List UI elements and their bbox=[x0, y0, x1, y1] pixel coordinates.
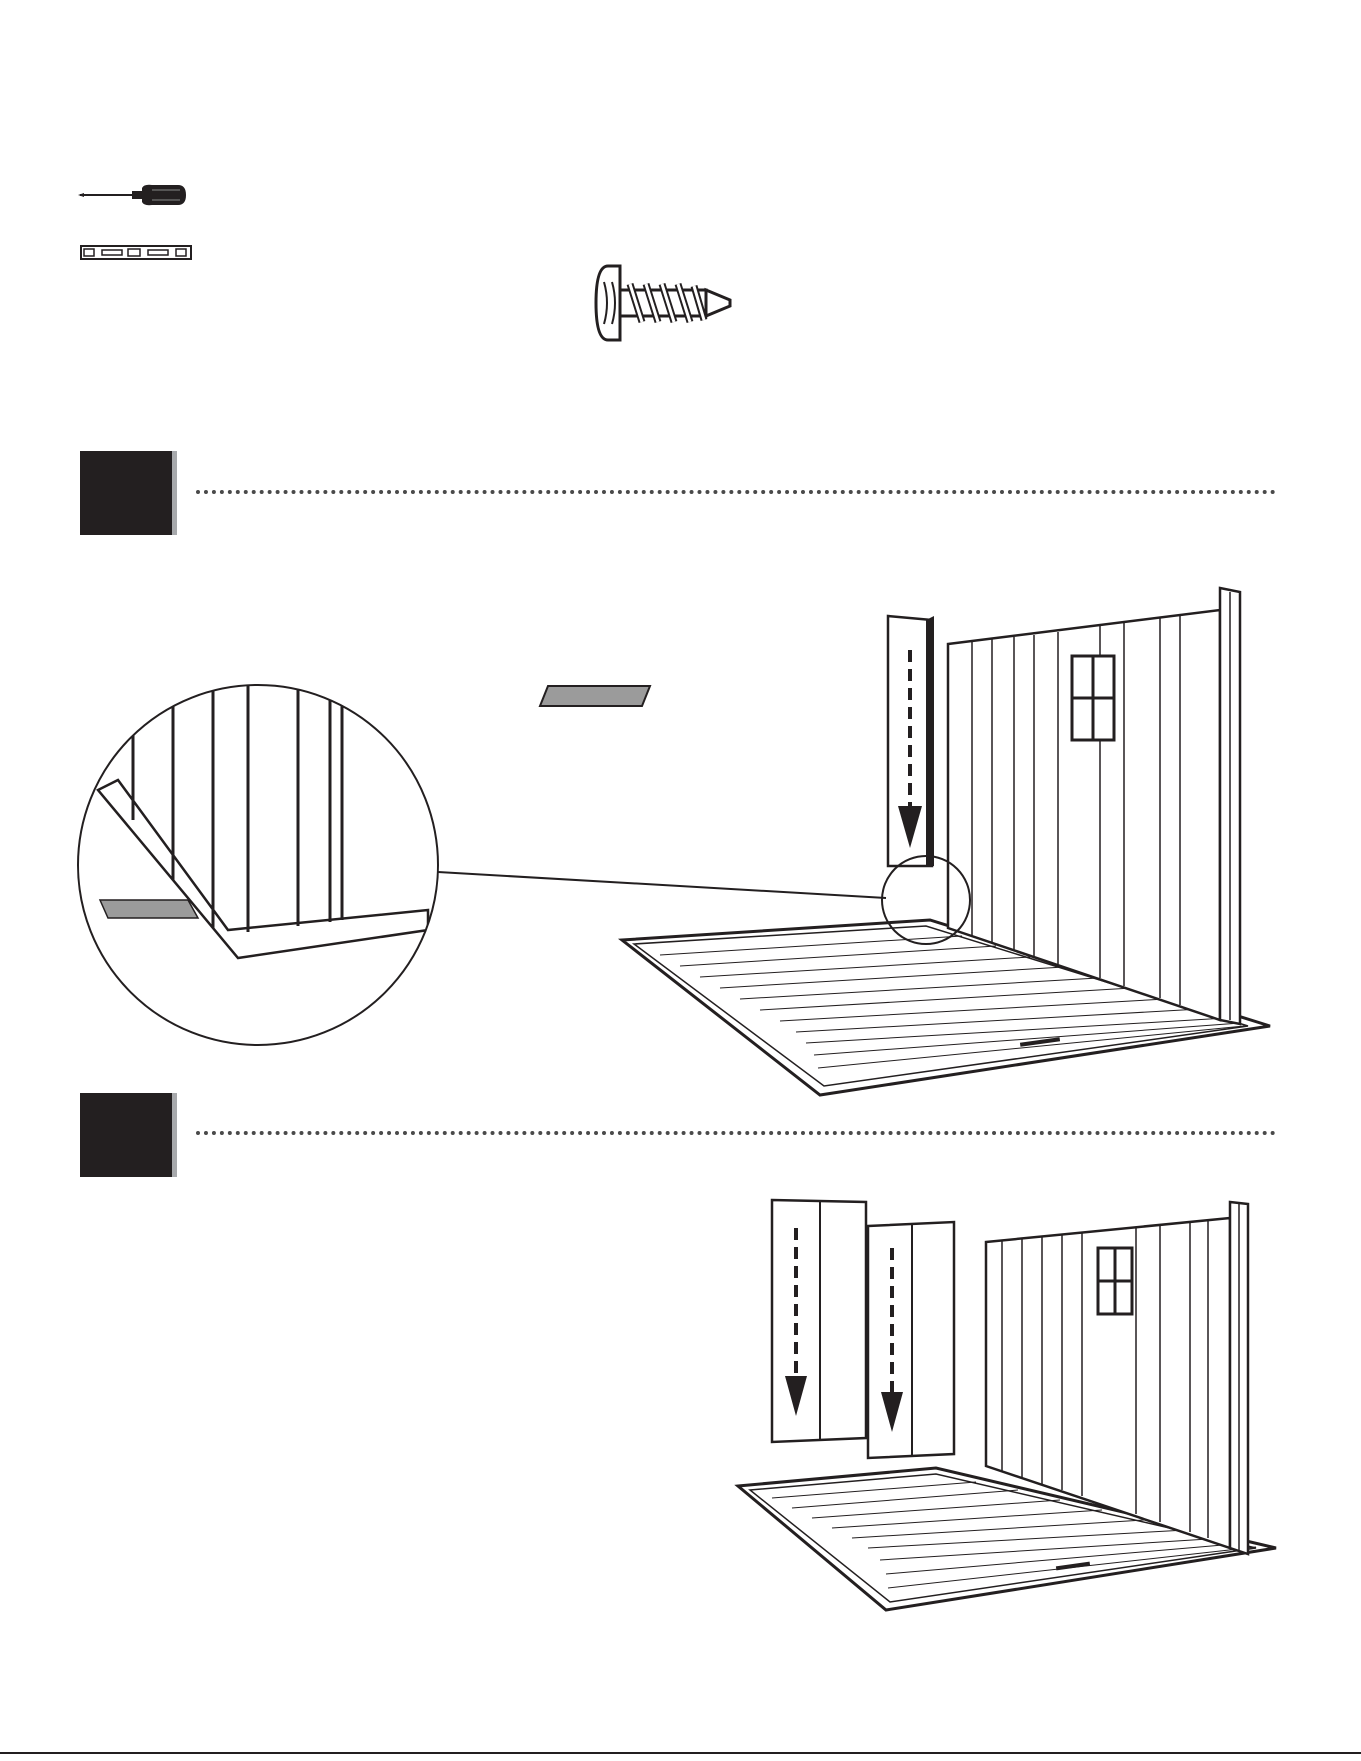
shed-two-panels-illustration bbox=[736, 1198, 1276, 1618]
step-divider-2 bbox=[196, 1131, 1276, 1135]
board-icon bbox=[540, 682, 652, 710]
step-divider-1 bbox=[196, 490, 1276, 494]
step-badge-2 bbox=[80, 1093, 172, 1177]
screwdriver-icon bbox=[78, 180, 188, 210]
level-icon bbox=[80, 245, 192, 261]
step-badge-1 bbox=[80, 451, 172, 535]
callout-line bbox=[438, 870, 888, 910]
shed-floor-walls-illustration bbox=[620, 580, 1280, 1100]
screw-icon bbox=[590, 262, 740, 344]
detail-zoom-circle bbox=[78, 680, 438, 1050]
page-bottom-rule bbox=[0, 1752, 1361, 1754]
